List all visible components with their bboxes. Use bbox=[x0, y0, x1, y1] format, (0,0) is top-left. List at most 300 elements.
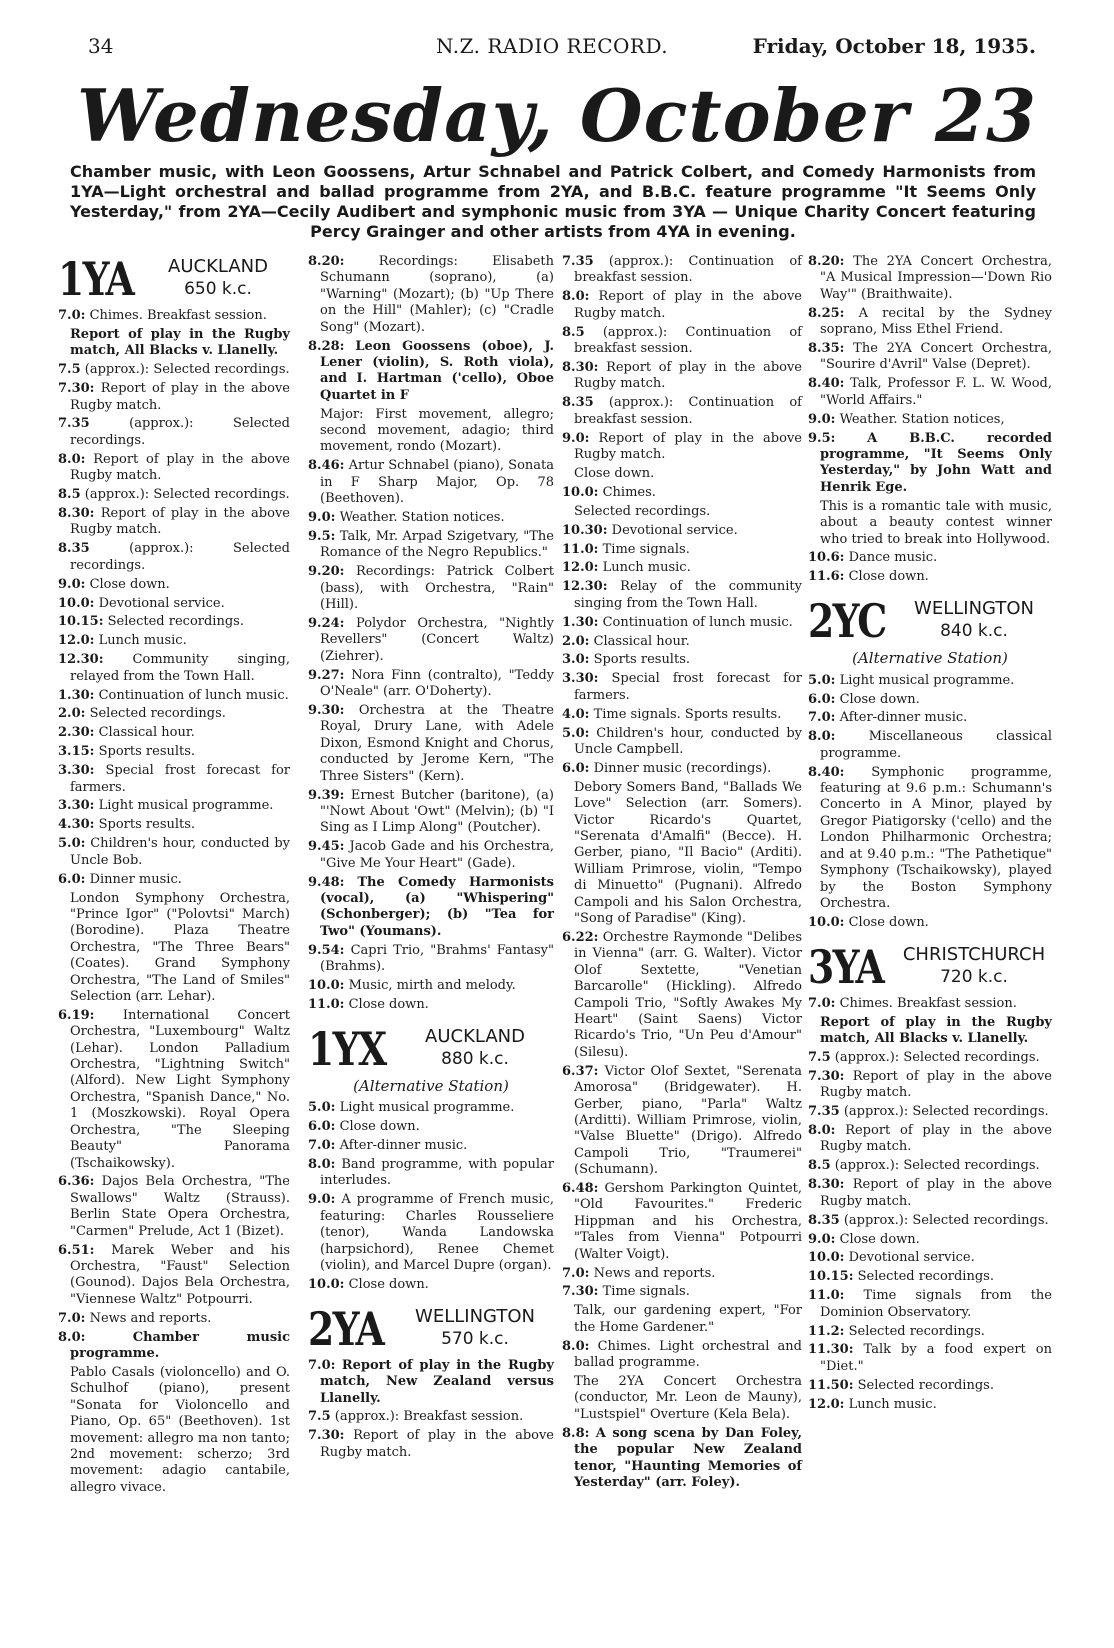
programme-description: Dinner music (recordings). bbox=[593, 760, 772, 776]
station-header-1yx bbox=[308, 1021, 554, 1076]
programme-time: 3.30: bbox=[58, 798, 95, 814]
programme-description: Relay of the community singing from the Town Hall. bbox=[574, 579, 802, 611]
programme-time: 7.35 bbox=[562, 254, 594, 269]
programme-time: 6.22: bbox=[562, 929, 599, 945]
programme-description: Devotional service. bbox=[611, 522, 738, 538]
programme-time: 8.40: bbox=[808, 376, 845, 392]
programme-description: Report of play in the above Rugby match. bbox=[820, 1068, 1052, 1101]
programme-entry bbox=[808, 1158, 1052, 1174]
programme-time: 6.0: bbox=[562, 760, 590, 776]
programme-description: Gershom Parkington Quintet, "Old Favourites." Frederic Hippman and his Orchestra, "Tales from Vienna" Potpourri (Walter Voigt). bbox=[574, 1181, 803, 1262]
programme-entry bbox=[58, 506, 290, 539]
programme-entry bbox=[562, 726, 802, 759]
programme-description: The Comedy Harmonists (vocal), (a) "Whispering" (Schonberger); (b) "Tea for Two" (Youmans). bbox=[320, 874, 554, 939]
programme-entry bbox=[562, 360, 802, 393]
programme-entry bbox=[808, 1397, 1052, 1413]
programme-time: 10.0: bbox=[808, 914, 845, 930]
programme-entry bbox=[562, 707, 802, 723]
programme-time: 3.30: bbox=[562, 671, 599, 687]
programme-entry bbox=[58, 763, 290, 796]
programme-entry bbox=[308, 1100, 554, 1116]
programme-description: Time signals. bbox=[602, 541, 690, 557]
programme-description: Talk, our gardening expert, "For the Home Gardener." bbox=[574, 1303, 802, 1335]
programme-entry bbox=[562, 780, 802, 928]
page-title: Wednesday, October 23 bbox=[76, 73, 1038, 158]
programme-entry bbox=[58, 452, 290, 485]
programme-entry bbox=[808, 1213, 1052, 1229]
programme-description: Symphonic programme, featuring at 9.6 p.m.: Schumann's Concerto in A Minor, played by Gregor Piatigorsky ('cello) and the London Philharmonic Orchestra; and at 9.40 p.m.: "The Pathetique" Symphony (Tschaikowsky), played by the Boston Symphony Orchestra. bbox=[820, 764, 1052, 911]
programme-time: 9.0: bbox=[58, 576, 86, 592]
programme-entry bbox=[808, 550, 1052, 566]
programme-entry bbox=[808, 915, 1052, 931]
programme-entry bbox=[562, 652, 802, 668]
programme-entry bbox=[808, 1250, 1052, 1266]
station-header-2ya bbox=[308, 1301, 554, 1356]
programme-time: 2.0: bbox=[562, 633, 590, 649]
programme-description: After-dinner music. bbox=[839, 710, 968, 726]
programme-entry bbox=[562, 1374, 802, 1423]
programme-entry bbox=[308, 407, 554, 456]
programme-description: Selected recordings. bbox=[574, 503, 711, 519]
programme-description: Selected recordings. bbox=[848, 1323, 985, 1339]
programme-list-2ya-continued bbox=[562, 254, 802, 1491]
programme-entry bbox=[808, 569, 1052, 585]
programme-description: Devotional service. bbox=[848, 1250, 975, 1266]
programme-time: 6.36: bbox=[58, 1174, 95, 1190]
programme-description: Classical hour. bbox=[593, 633, 690, 649]
programme-time: 9.5: bbox=[808, 430, 836, 446]
programme-description: Special frost forecast for farmers. bbox=[574, 671, 802, 703]
programme-description: Report of play in the above Rugby match. bbox=[574, 430, 802, 462]
programme-list-1ya-continued bbox=[308, 254, 554, 1013]
programme-time: 8.30: bbox=[562, 359, 599, 375]
programme-description: Jacob Gade and his Orchestra, "Give Me Your Heart" (Gade). bbox=[320, 839, 554, 871]
programme-time: 10.6: bbox=[808, 550, 845, 566]
programme-description: Close down. bbox=[848, 914, 929, 930]
programme-entry bbox=[58, 1365, 290, 1496]
programme-entry bbox=[808, 673, 1052, 689]
programme-description: Devotional service. bbox=[98, 595, 225, 611]
programme-time: 11.30: bbox=[808, 1342, 854, 1358]
programme-time: 8.30: bbox=[808, 1177, 845, 1193]
station-location bbox=[896, 598, 1052, 642]
programme-entry bbox=[308, 529, 554, 562]
programme-time: 7.0: bbox=[58, 308, 86, 323]
programme-entry bbox=[562, 1064, 802, 1179]
programme-entry bbox=[308, 1358, 554, 1407]
programme-description: Major: First movement, allegro; second movement, adagio; third movement, rondo (Mozart). bbox=[320, 406, 554, 455]
programme-description: (approx.): Selected recordings. bbox=[834, 1049, 1040, 1065]
station-call-sign: 1YX bbox=[308, 1021, 386, 1076]
programme-description: Close down. bbox=[574, 465, 655, 481]
programme-entry bbox=[808, 1324, 1052, 1340]
programme-entry bbox=[308, 1192, 554, 1274]
programme-description: Dance music. bbox=[848, 550, 938, 566]
programme-entry bbox=[808, 1104, 1052, 1120]
programme-entry bbox=[308, 839, 554, 872]
programme-description: Chamber music programme. bbox=[70, 1329, 290, 1361]
programme-entry bbox=[308, 1277, 554, 1293]
programme-time: 5.0: bbox=[562, 725, 590, 741]
programme-time: 8.40: bbox=[808, 764, 845, 780]
programme-description: Recordings: Elisabeth Schumann (soprano), (a) "Warning" (Mozart); (b) "Up There on the Hill" (Mahler); (c) "Cradle Song" (Mozart). bbox=[320, 254, 554, 335]
programme-entry bbox=[58, 541, 290, 574]
programme-description: Report of play in the above Rugby match. bbox=[574, 359, 803, 392]
page-number: 34 bbox=[88, 34, 114, 58]
programme-entry bbox=[808, 1015, 1052, 1048]
programme-time: 9.54: bbox=[308, 942, 345, 958]
station-city: WELLINGTON bbox=[914, 598, 1034, 620]
programme-description: Close down. bbox=[348, 1276, 429, 1292]
programme-entry bbox=[562, 542, 802, 558]
station-city: AUCKLAND bbox=[168, 256, 268, 277]
programme-description: Recordings: Patrick Colbert (bass), with Orchestra, "Rain" (Hill). bbox=[320, 564, 554, 613]
programme-entry bbox=[808, 765, 1052, 913]
programme-entry bbox=[562, 289, 802, 322]
programme-entry bbox=[308, 458, 554, 507]
station-city: AUCKLAND bbox=[425, 1025, 525, 1047]
programme-entry bbox=[808, 710, 1052, 726]
programme-entry bbox=[562, 930, 802, 1061]
programme-time: 8.0: bbox=[808, 729, 836, 745]
programme-entry bbox=[562, 1284, 802, 1300]
programme-entry bbox=[808, 1177, 1052, 1210]
programme-time: 4.30: bbox=[58, 817, 95, 833]
programme-time: 8.35: bbox=[808, 341, 845, 357]
programme-entry bbox=[58, 706, 290, 722]
programme-entry bbox=[808, 1069, 1052, 1102]
programme-entry bbox=[562, 761, 802, 777]
programme-time: 12.0: bbox=[58, 633, 95, 649]
programme-time: 6.51: bbox=[58, 1242, 95, 1258]
programme-entry bbox=[808, 254, 1052, 303]
programme-time: 7.5 bbox=[808, 1049, 831, 1065]
programme-entry bbox=[562, 485, 802, 501]
programme-description: Time signals from the Dominion Observatory. bbox=[820, 1288, 1052, 1320]
programme-description: Report of play in the above Rugby match. bbox=[70, 451, 290, 484]
programme-time: 5.0: bbox=[58, 836, 86, 852]
programme-time: 2.30: bbox=[58, 725, 95, 741]
programme-description: A recital by the Sydney soprano, Miss Ethel Friend. bbox=[820, 305, 1052, 338]
programme-entry bbox=[562, 325, 802, 358]
programme-time: 7.35 bbox=[58, 416, 90, 432]
programme-time: 3.30: bbox=[58, 763, 95, 779]
programme-list-2ya bbox=[308, 1358, 554, 1461]
station-call-sign: 3YA bbox=[808, 939, 884, 994]
programme-description: Close down. bbox=[839, 691, 920, 707]
programme-time: 6.48: bbox=[562, 1181, 599, 1197]
programme-description: Talk, Mr. Arpad Szigetvary, "The Romance of the Negro Republics." bbox=[320, 529, 554, 561]
programme-description: Special frost forecast for farmers. bbox=[70, 763, 290, 795]
programme-description: Children's hour, conducted by Uncle Campbell. bbox=[574, 725, 802, 757]
programme-time: 10.0: bbox=[58, 595, 95, 611]
programme-description: Sports results. bbox=[593, 652, 690, 668]
programme-time: 9.0: bbox=[562, 430, 590, 446]
programme-time: 7.0: bbox=[808, 710, 836, 726]
programme-description: (approx.): Selected recordings. bbox=[843, 1104, 1049, 1120]
programme-description: Leon Goossens (oboe), J. Lener (violin), S. Roth viola), and I. Hartman ('cello), Oboe Quartet in F bbox=[320, 338, 554, 403]
programme-time: 9.27: bbox=[308, 667, 345, 683]
programme-entry bbox=[308, 788, 554, 837]
page-header bbox=[88, 34, 1036, 62]
programme-description: Close down. bbox=[848, 569, 929, 585]
programme-entry bbox=[808, 412, 1052, 428]
programme-description: Light musical programme. bbox=[339, 1100, 515, 1116]
station-location bbox=[896, 944, 1052, 988]
programme-time: 12.30: bbox=[562, 579, 608, 595]
programme-description: (approx.): Continuation of breakfast session. bbox=[574, 395, 802, 427]
programme-time: 8.5 bbox=[562, 324, 585, 340]
programme-description: Selected recordings. bbox=[857, 1377, 994, 1393]
programme-time: 2.0: bbox=[58, 706, 86, 722]
station-frequency: 720 k.c. bbox=[940, 966, 1008, 987]
programme-time: 3.0: bbox=[562, 652, 590, 668]
programme-entry bbox=[308, 564, 554, 613]
programme-entry bbox=[562, 634, 802, 650]
programme-time: 9.39: bbox=[308, 787, 345, 803]
programme-description: Pablo Casals (violoncello) and O. Schulhof (piano), present "Sonata for Violoncello and Piano, Op. 65" (Beethoven). 1st movement: allegro ma non tanto; 2nd movement: scherzo; 3rd movement: adagio cantabile, allegro vivace. bbox=[70, 1364, 290, 1495]
programme-entry bbox=[58, 1174, 290, 1240]
programme-time: 10.0: bbox=[808, 1250, 845, 1266]
programme-entry bbox=[562, 1303, 802, 1336]
programme-time: 8.35 bbox=[808, 1212, 840, 1228]
programme-time: 8.0: bbox=[562, 1338, 590, 1354]
programme-description: Sports results. bbox=[98, 744, 196, 760]
programme-list-3ya bbox=[808, 996, 1052, 1413]
programme-time: 9.0: bbox=[308, 1192, 336, 1208]
station-city: CHRISTCHURCH bbox=[902, 943, 1046, 965]
station-location bbox=[396, 1306, 554, 1350]
programme-description: Nora Finn (contralto), "Teddy O'Neale" (arr. O'Doherty). bbox=[320, 667, 554, 700]
column-2 bbox=[308, 254, 554, 1464]
programme-description: Lunch music. bbox=[602, 560, 691, 576]
programme-description: Light musical programme. bbox=[98, 798, 274, 814]
programme-list-1yx bbox=[308, 1100, 554, 1293]
programme-time: 7.0: bbox=[308, 1357, 336, 1373]
programme-time: 9.48: bbox=[308, 874, 345, 890]
programme-time: 7.0: bbox=[808, 995, 836, 1011]
programme-description: (approx.): Selected recordings. bbox=[70, 541, 290, 573]
programme-description: Miscellaneous classical programme. bbox=[820, 729, 1052, 761]
programme-time: 9.5: bbox=[308, 529, 336, 544]
alternative-station-note: (Alternative Station) bbox=[852, 649, 1008, 668]
programme-list-2yc bbox=[808, 673, 1052, 932]
programme-description: Children's hour, conducted by Uncle Bob. bbox=[70, 836, 290, 868]
station-location bbox=[146, 256, 290, 300]
programme-entry bbox=[308, 254, 554, 336]
programme-entry bbox=[562, 523, 802, 539]
programme-entry bbox=[58, 725, 290, 741]
programme-time: 10.15: bbox=[808, 1269, 854, 1285]
station-header-1ya bbox=[58, 252, 290, 306]
programme-time: 8.0: bbox=[562, 289, 590, 305]
programme-entry bbox=[562, 1426, 802, 1492]
programme-description: Selected recordings. bbox=[107, 614, 244, 630]
programme-time: 5.0: bbox=[808, 672, 836, 688]
programme-entry bbox=[562, 560, 802, 576]
programme-entry bbox=[808, 306, 1052, 339]
alternative-station-note: (Alternative Station) bbox=[353, 1076, 509, 1095]
programme-entry bbox=[58, 596, 290, 612]
programme-description: The 2YA Concert Orchestra (conductor, Mr. Leon de Mauny), "Lustspiel" Overture (Kela Bela). bbox=[574, 1374, 802, 1422]
programme-time: 10.0: bbox=[308, 1276, 345, 1292]
programme-entry bbox=[308, 875, 554, 941]
station-frequency: 840 k.c. bbox=[940, 621, 1008, 642]
programme-time: 6.19: bbox=[58, 1007, 95, 1023]
programme-description: Dajos Bela Orchestra, "The Swallows" Waltz (Strauss). Berlin State Opera Orchestra, "Carmen" Prelude, Act 1 (Bizet). bbox=[70, 1174, 290, 1239]
programme-time: 7.30: bbox=[308, 1428, 345, 1444]
programme-time: 6.0: bbox=[308, 1119, 336, 1135]
programme-time: 6.37: bbox=[562, 1063, 599, 1079]
programme-description: The 2YA Concert Orchestra, "Sourire d'Avril" Valse (Depret). bbox=[820, 341, 1052, 373]
programme-time: 12.0: bbox=[808, 1396, 845, 1412]
programme-description: Talk by a food expert on "Diet." bbox=[820, 1342, 1052, 1374]
programme-description: Report of play in the above Rugby match. bbox=[70, 505, 290, 538]
programme-time: 12.0: bbox=[562, 560, 599, 576]
programme-time: 8.0: bbox=[808, 1123, 836, 1139]
programme-description: Debory Somers Band, "Ballads We Love" Selection (arr. Somers). Victor Ricardo's Quartet, "Serenata d'Amalfi" (Becce). H. Gerber, piano, "Il Bacio" (Arditi). William Primrose, violin, "Tempo di Minuetto" (Pugnani). Alfredo Campoli and his Salon Orchestra, "Song of Paradise" (King). bbox=[574, 779, 802, 927]
programme-description: A B.B.C. recorded programme, "It Seems Only Yesterday," by John Watt and Henrik Ege. bbox=[820, 430, 1052, 495]
programme-entry bbox=[808, 996, 1052, 1012]
programme-time: 6.0: bbox=[58, 871, 86, 887]
programme-description: (approx.): Selected recordings. bbox=[84, 362, 290, 378]
programme-description: After-dinner music. bbox=[339, 1138, 468, 1154]
programme-description: Close down. bbox=[339, 1119, 420, 1135]
programme-time: 3.15: bbox=[58, 744, 95, 760]
programme-entry bbox=[562, 615, 802, 631]
programme-description: Time signals. bbox=[602, 1284, 690, 1300]
programme-description: Report of play in the above Rugby match. bbox=[820, 1177, 1052, 1209]
station-header-2yc bbox=[808, 594, 1052, 649]
programme-description: (approx.): Continuation of breakfast session. bbox=[574, 254, 802, 286]
programme-entry bbox=[58, 872, 290, 888]
programme-description: (approx.): Breakfast session. bbox=[334, 1409, 524, 1425]
column-1 bbox=[58, 254, 290, 1499]
programme-description: News and reports. bbox=[89, 1310, 212, 1326]
programme-entry bbox=[58, 633, 290, 649]
programme-description: Lunch music. bbox=[98, 633, 187, 649]
programme-entry bbox=[808, 1123, 1052, 1156]
programme-entry bbox=[562, 466, 802, 482]
programme-entry bbox=[808, 1378, 1052, 1394]
programme-entry bbox=[308, 1119, 554, 1135]
programme-list-1ya bbox=[58, 308, 290, 1496]
publication-name: N.Z. RADIO RECORD. bbox=[436, 34, 669, 58]
station-frequency: 880 k.c. bbox=[441, 1048, 509, 1069]
programme-time: 7.30: bbox=[808, 1068, 845, 1084]
programme-description: Chimes. bbox=[602, 484, 656, 500]
intro-summary: Chamber music, with Leon Goossens, Artur Schnabel and Patrick Colbert, and Comedy Harmonists from 1YA—Light orchestral and ballad programme from 2YA, and B.B.C. feature programme "It Seems Only Yesterday," from 2YA—Cecily Audibert and symphonic music from 3YA — Unique Charity Concert featuring Percy Grainger and other artists from 4YA in evening. bbox=[70, 162, 1036, 241]
programme-description: (approx.): Selected recordings. bbox=[843, 1212, 1049, 1228]
programme-description: Orchestra at the Theatre Royal, Drury Lane, with Adele Dixon, Esmond Knight and Chorus, conducted by Jerome Kern, "The Three Sisters" (Kern). bbox=[320, 703, 554, 784]
programme-entry bbox=[308, 668, 554, 701]
programme-description: Weather. Station notices. bbox=[339, 510, 505, 526]
programme-entry bbox=[562, 1266, 802, 1282]
programme-time: 8.0: bbox=[308, 1157, 336, 1172]
programme-description: Report of play in the Rugby match, All Blacks v. Llanelly. bbox=[70, 326, 290, 359]
programme-description: Continuation of lunch music. bbox=[98, 687, 289, 703]
programme-description: Music, mirth and melody. bbox=[348, 978, 516, 994]
programme-entry bbox=[562, 1339, 802, 1372]
programme-description: Close down. bbox=[89, 576, 170, 592]
programme-entry bbox=[58, 577, 290, 593]
programme-entry bbox=[58, 487, 290, 503]
programme-description: Lunch music. bbox=[848, 1396, 937, 1412]
station-city: WELLINGTON bbox=[415, 1305, 535, 1327]
programme-entry bbox=[808, 1288, 1052, 1321]
station-frequency: 570 k.c. bbox=[441, 1328, 509, 1349]
programme-time: 9.0: bbox=[808, 1231, 836, 1247]
programme-description: Time signals. Sports results. bbox=[593, 706, 782, 722]
programme-description: Talk, Professor F. L. W. Wood, "World Affairs." bbox=[820, 376, 1052, 408]
programme-description: International Concert Orchestra, "Luxembourg" Waltz (Lehar). London Palladium Orchestra, "Lightning Switch" (Alford). New Light Symphony Orchestra, "Spanish Dance," No. 1 (Moszkowski). Royal Opera Orchestra, "The Sleeping Beauty" Panorama (Tschaikowsky). bbox=[70, 1007, 290, 1171]
station-call-sign: 1YA bbox=[58, 252, 134, 306]
programme-entry bbox=[808, 692, 1052, 708]
programme-time: 9.30: bbox=[308, 703, 345, 719]
programme-entry bbox=[58, 1008, 290, 1172]
programme-time: 8.30: bbox=[58, 505, 95, 521]
programme-description: Capri Trio, "Brahms' Fantasy" (Brahms). bbox=[320, 942, 554, 975]
programme-time: 11.0: bbox=[308, 996, 345, 1012]
programme-entry bbox=[58, 1243, 290, 1309]
programme-description: News and reports. bbox=[593, 1265, 716, 1281]
programme-entry bbox=[58, 652, 290, 685]
programme-description: Band programme, with popular interludes. bbox=[320, 1157, 554, 1189]
programme-description: Ernest Butcher (baritone), (a) "'Nowt About 'Owt" (Melvin); (b) "I Sing as I Limp Along" (Poutcher). bbox=[320, 787, 554, 836]
programme-time: 8.28: bbox=[308, 338, 345, 354]
programme-time: 7.5 bbox=[58, 362, 81, 378]
programme-description: Chimes. Breakfast session. bbox=[89, 308, 267, 323]
programme-entry bbox=[58, 381, 290, 414]
programme-description: Chimes. Breakfast session. bbox=[839, 995, 1017, 1011]
programme-time: 7.35 bbox=[808, 1104, 840, 1120]
programme-description: Continuation of lunch music. bbox=[602, 614, 793, 630]
programme-time: 11.0: bbox=[562, 541, 599, 557]
programme-time: 11.50: bbox=[808, 1377, 854, 1393]
programme-time: 10.15: bbox=[58, 614, 104, 630]
programme-entry bbox=[562, 254, 802, 287]
programme-time: 8.35 bbox=[58, 541, 90, 557]
programme-time: 7.0: bbox=[562, 1265, 590, 1281]
programme-time: 10.0: bbox=[562, 484, 599, 500]
programme-entry bbox=[562, 395, 802, 428]
programme-time: 7.0: bbox=[308, 1138, 336, 1154]
programme-entry bbox=[808, 341, 1052, 374]
programme-entry bbox=[808, 1232, 1052, 1248]
programme-entry bbox=[58, 1311, 290, 1327]
programme-description: Polydor Orchestra, "Nightly Revellers" (Concert Waltz) (Ziehrer). bbox=[320, 616, 554, 664]
programme-description: (approx.): Selected recordings. bbox=[70, 416, 290, 448]
programme-time: 1.30: bbox=[58, 687, 95, 703]
programme-entry bbox=[308, 1157, 554, 1190]
programme-entry bbox=[58, 817, 290, 833]
programme-description: Report of play in the above Rugby match. bbox=[70, 381, 290, 413]
programme-entry bbox=[808, 1050, 1052, 1066]
programme-time: 8.5 bbox=[58, 487, 81, 503]
programme-entry bbox=[308, 978, 554, 994]
programme-entry bbox=[808, 729, 1052, 762]
programme-time: 8.20: bbox=[808, 254, 845, 269]
programme-time: 8.0: bbox=[58, 1329, 86, 1345]
programme-time: 6.0: bbox=[808, 691, 836, 707]
programme-description: Marek Weber and his Orchestra, "Faust" Selection (Gounod). Dajos Bela Orchestra, "Viennese Waltz" Potpourri. bbox=[70, 1242, 290, 1307]
programme-entry bbox=[308, 616, 554, 665]
programme-description: (approx.): Selected recordings. bbox=[834, 1158, 1040, 1174]
column-3 bbox=[562, 254, 802, 1494]
programme-entry bbox=[58, 744, 290, 760]
programme-entry bbox=[58, 614, 290, 630]
programme-time: 9.45: bbox=[308, 839, 345, 855]
